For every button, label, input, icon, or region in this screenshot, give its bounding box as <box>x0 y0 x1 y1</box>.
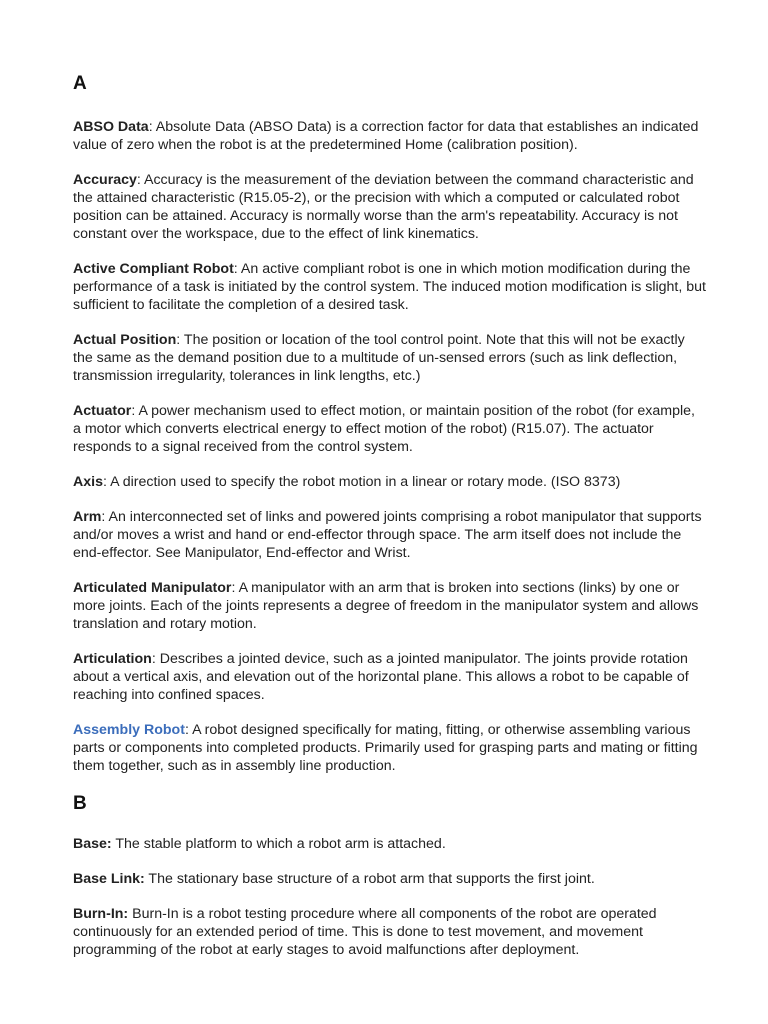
section-heading-b: B <box>73 793 87 814</box>
entry-definition: A power mechanism used to effect motion, or maintain position of the robot (for example, a motor which converts electrical energy to effect motion of the robot) (R15.07). The actuator responds to a signal received from the control system. <box>73 403 695 455</box>
entry-definition: Burn-In is a robot testing procedure where all components of the robot are operated continuously for an extended period of time. This is done to test movement, and movement programming of the robot at early stages to avoid malfunctions after deployment. <box>73 906 657 958</box>
entry-term: Articulated Manipulator <box>73 580 232 596</box>
entry-definition: Describes a jointed device, such as a jointed manipulator. The joints provide rotation about a vertical axis, and elevation out of the horizontal plane. This allows a robot to be capable of reaching into confined spaces. <box>73 651 689 703</box>
entry-separator: : <box>148 119 153 135</box>
glossary-entry <box>73 835 708 853</box>
entry-definition: The position or location of the tool control point. Note that this will not be exactly the same as the demand position due to a multitude of un-sensed errors (such as link deflection, transmission irregularity, tolerances in link lengths, etc.) <box>73 332 685 384</box>
glossary-entry <box>73 508 708 562</box>
entry-term: Axis <box>73 474 103 490</box>
entry-term: Base: <box>73 836 112 852</box>
entry-separator: : <box>184 722 189 738</box>
entry-separator: : <box>102 474 107 490</box>
entry-separator: : <box>231 580 236 596</box>
entry-term-link[interactable]: Assembly Robot <box>73 722 185 738</box>
glossary-entry <box>73 721 708 775</box>
glossary-entry <box>73 260 708 314</box>
glossary-entry <box>73 171 708 243</box>
entry-term: ABSO Data <box>73 119 149 135</box>
entry-term: Arm <box>73 509 102 525</box>
entry-separator: : <box>101 509 106 525</box>
entry-definition: A direction used to specify the robot motion in a linear or rotary mode. (ISO 8373) <box>106 474 621 490</box>
glossary-entry <box>73 402 708 456</box>
section-heading-a: A <box>73 73 87 94</box>
glossary-entry <box>73 579 708 633</box>
entry-term: Base Link: <box>73 871 145 887</box>
entry-definition: Absolute Data (ABSO Data) is a correction factor for data that establishes an indicated value of zero when the robot is at the predetermined Home (calibration position). <box>73 119 699 153</box>
entry-separator: : <box>136 172 141 188</box>
entry-term: Actuator <box>73 403 132 419</box>
entry-term: Actual Position <box>73 332 177 348</box>
glossary-entry <box>73 331 708 385</box>
entry-separator: : <box>233 261 238 277</box>
glossary-entry <box>73 473 708 491</box>
entry-definition: The stationary base structure of a robot arm that supports the first joint. <box>144 871 595 887</box>
entry-definition: A manipulator with an arm that is broken into sections (links) by one or more joints. Each of the joints represents a degree of freedom in the manipulator system and allows translation and rotary motion. <box>73 580 699 632</box>
glossary-entry <box>73 905 708 959</box>
glossary-entry <box>73 650 708 704</box>
entry-definition: The stable platform to which a robot arm is attached. <box>111 836 446 852</box>
entry-definition: An active compliant robot is one in which motion modification during the performance of a task is initiated by the control system. The induced motion modification is slight, but sufficient to facilitate the completion of a desired task. <box>73 261 706 313</box>
entry-term: Articulation <box>73 651 152 667</box>
entry-separator: : <box>176 332 181 348</box>
entry-separator: : <box>151 651 156 667</box>
entry-definition: Accuracy is the measurement of the deviation between the command characteristic and the attained characteristic (R15.05-2), or the precision with which a computed or calculated robot position can be attained. Accuracy is normally worse than the arm's repeatability. Accuracy is not constant over the workspace, due to the effect of link kinematics. <box>73 172 694 242</box>
entry-separator: : <box>131 403 136 419</box>
entry-definition: A robot designed specifically for mating, fitting, or otherwise assembling various parts or components into completed products. Primarily used for grasping parts and mating or fitting them together, such as in assembly line production. <box>73 722 698 774</box>
glossary-entry <box>73 870 708 888</box>
entry-term: Active Compliant Robot <box>73 261 234 277</box>
entry-definition: An interconnected set of links and powered joints comprising a robot manipulator that supports and/or moves a wrist and hand or end-effector through space. The arm itself does not include the end-effector. See Manipulator, End-effector and Wrist. <box>73 509 702 561</box>
entry-term: Accuracy <box>73 172 137 188</box>
glossary-entry <box>73 118 708 154</box>
entry-term: Burn-In: <box>73 906 129 922</box>
